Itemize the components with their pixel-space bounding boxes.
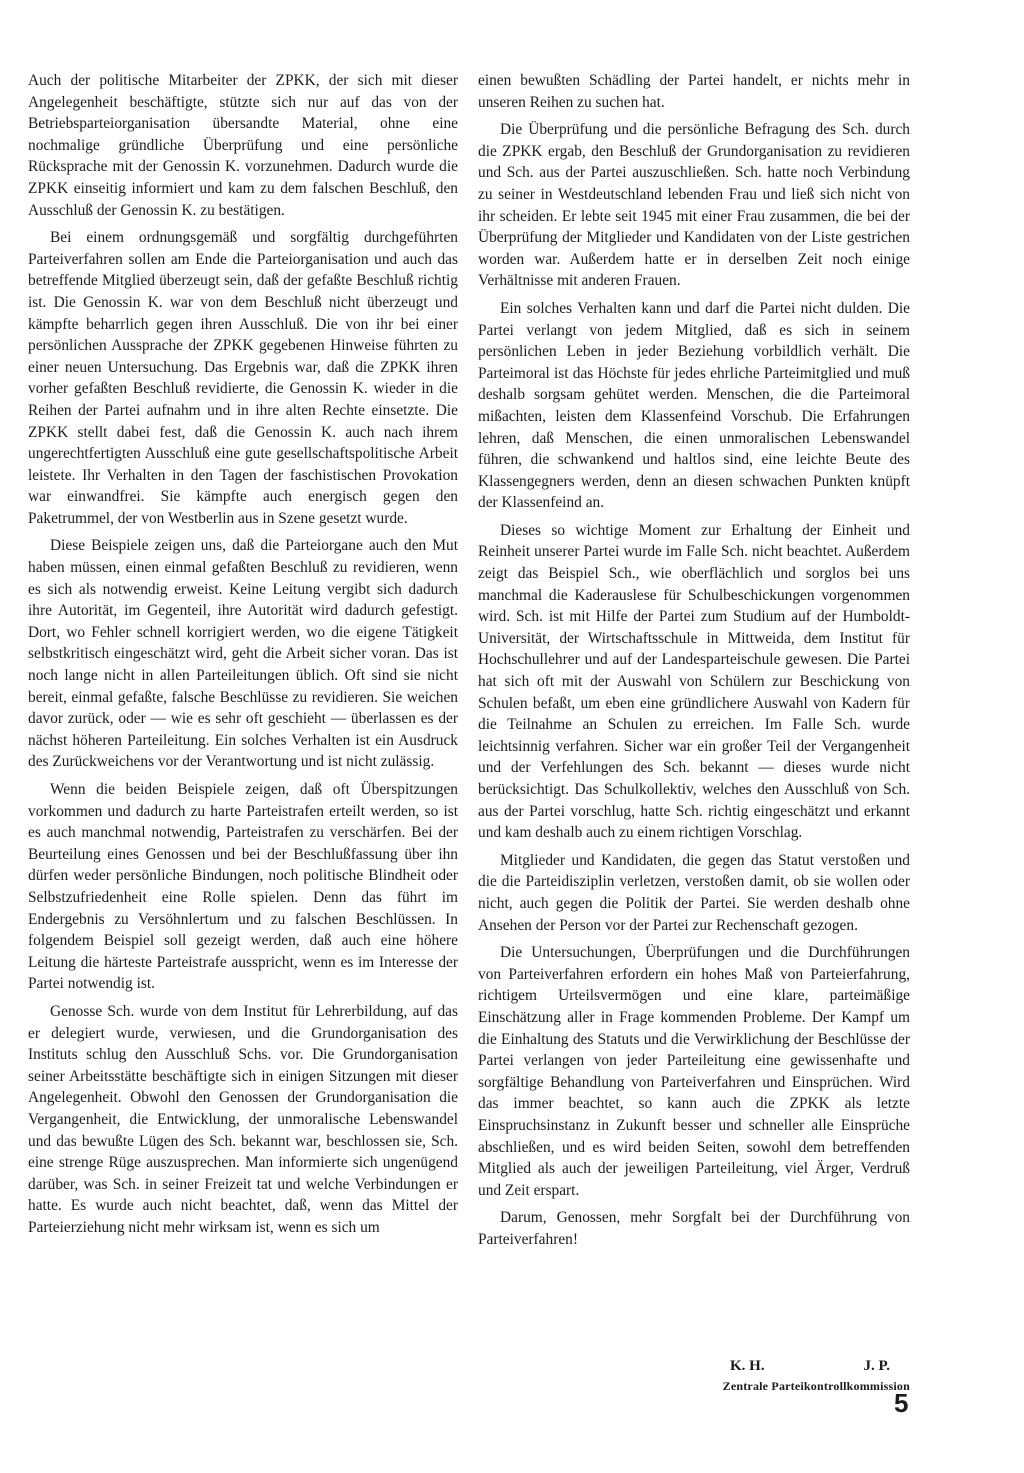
paragraph: Genosse Sch. wurde von dem Institut für Lehrerbildung, auf das er delegiert wurde, verwiesen, und die Grundorganisation des Instituts schlug den Ausschluß Schs. vor. Die Grundorganisation seiner Arbeitsstätte beschäftigte sich in einigen Sitzungen mit dieser Angelegenheit. Obwohl den Genossen der Grundorganisation die Vergangenheit, die Entwicklung, der unmoralische Lebenswandel und das bewußte Lügen des Sch. bekannt war, beschlossen sie, Sch. eine strenge Rüge auszusprechen. Man informierte sich ungenügend darüber, was Sch. in seiner Freizeit tat und welche Verbindungen er hatte. Es wurde auch nicht beachtet, daß, wenn das Mittel der Parteierziehung nicht mehr wirksam ist, wenn es sich um bbox=[28, 1002, 458, 1236]
left-text-column bbox=[28, 70, 458, 1244]
paragraph: einen bewußten Schädling der Partei handelt, er nichts mehr in unseren Reihen zu suchen hat. bbox=[478, 72, 910, 111]
paragraph: Darum, Genossen, mehr Sorgfalt bei der Durchführung von Parteiverfahren! bbox=[478, 1209, 910, 1248]
paragraph: Ein solches Verhalten kann und darf die Partei nicht dulden. Die Partei verlangt von jedem Mitglied, daß es sich in seinem persönlichen Leben in jeder Beziehung vorbildlich verhält. Die Parteimoral ist das Höchste für jedes ehrliche Parteimitglied und muß deshalb sorgsam gehütet werden. Menschen, die die Parteimoral mißachten, leisten dem Klassenfeind Vorschub. Die Erfahrungen lehren, daß Menschen, die einen unmoralischen Lebenswandel führen, die schwankend und haltlos sind, eine leichte Beute des Klassengegners werden, denn an diesen schwachen Punkten knüpft der Klassenfeind an. bbox=[478, 299, 910, 512]
paragraph: Auch der politische Mitarbeiter der ZPKK, der sich mit dieser Angelegenheit beschäftigte, stützte sich nur auf das von der Betriebsparteiorganisation übersandte Material, ohne eine nochmalige gründliche Überprüfung und eine persönliche Rücksprache mit der Genossin K. vorzunehmen. Dadurch wurde die ZPKK einseitig informiert und kam zu dem falschen Beschluß, den Ausschluß der Genossin K. zu bestätigen. bbox=[28, 72, 458, 219]
author-initials-2: J. P. bbox=[863, 1358, 890, 1374]
signature-initials bbox=[690, 1358, 910, 1375]
right-text-column bbox=[478, 70, 910, 1256]
signature-organization: Zentrale Parteikontrollkommission bbox=[722, 1379, 910, 1393]
page-number: 5 bbox=[894, 1388, 909, 1418]
paragraph: Die Überprüfung und die persönliche Befragung des Sch. durch die ZPKK ergab, den Beschluß der Grundorganisation zu revidieren und Sch. aus der Partei auszuschließen. Sch. hatte noch Verbindung zu seiner in Westdeutschland lebenden Frau und ließ sich nicht von ihr scheiden. Er lebte seit 1945 mit einer Frau zusammen, die bei der Überprüfung der Mitglieder und Kandidaten von der Liste gestrichen worden war. Außerdem hatte er in derselben Zeit noch einige Verhältnisse mit anderen Frauen. bbox=[478, 121, 910, 290]
paragraph: Bei einem ordnungsgemäß und sorgfältig durchgeführten Parteiverfahren sollen am Ende die Parteiorganisation und auch das betreffende Mitglied überzeugt sein, daß der gefaßte Beschluß richtig ist. Die Genossin K. war von dem Beschluß nicht überzeugt und kämpfte beharrlich gegen ihren Ausschluß. Die von ihr bei einer persönlichen Aussprache der ZPKK gegebenen Hinweise führten zu einer neuen Untersuchung. Das Ergebnis war, daß die ZPKK ihren vorher gefaßten Beschluß revidierte, die Genossin K. wieder in die Reihen der Partei aufnahm und in ihre alten Rechte einsetzte. Die ZPKK stellt dabei fest, daß die Genossin K. auch nach ihrem ungerechtfertigten Ausschluß eine gute gesellschaftspolitische Arbeit leistete. Ihr Verhalten in den Tagen der faschistischen Provokation war einwandfrei. Sie kämpfte auch energisch gegen den Paketrummel, der von Westberlin aus in Szene gesetzt wurde. bbox=[28, 229, 458, 527]
paragraph: Diese Beispiele zeigen uns, daß die Parteiorgane auch den Mut haben müssen, einen einmal gefaßten Beschluß zu revidieren, wenn es sich als notwendig erweist. Keine Leitung vergibt sich dadurch ihre Autorität, im Gegenteil, ihre Autorität wird dadurch gefestigt. Dort, wo Fehler schnell korrigiert werden, wo die eigene Tätigkeit selbstkritisch eingeschätzt wird, geht die Arbeit sicher voran. Das ist noch lange nicht in allen Parteileitungen üblich. Oft sind sie nicht bereit, einmal gefaßte, falsche Beschlüsse zu revidieren. Sie weichen davor zurück, oder — wie es sehr oft geschieht — überlassen es der nächst höheren Parteileitung. Ein solches Verhalten ist ein Ausdruck des Zurückweichens vor der Verantwortung und ist nicht zulässig. bbox=[28, 537, 458, 771]
paragraph: Wenn die beiden Beispiele zeigen, daß oft Überspitzungen vorkommen und dadurch zu harte Parteistrafen erteilt werden, so ist es auch manchmal notwendig, Parteistrafen zu verschärfen. Bei der Beurteilung eines Genossen und bei der Beschlußfassung über ihn dürfen weder persönliche Bindungen, noch politische Blindheit oder Selbstzufriedenheit eine Rolle spielen. Denn das führt im Endergebnis zu Versöhnlertum und zu falschen Beschlüssen. In folgendem Beispiel soll gezeigt werden, daß auch eine höhere Leitung die härteste Parteistrafe ausspricht, wenn es im Interesse der Partei notwendig ist. bbox=[28, 781, 458, 993]
paragraph: Die Untersuchungen, Überprüfungen und die Durchführungen von Parteiverfahren erfordern ein hohes Maß von Parteierfahrung, richtigem Urteilsvermögen und eine klare, parteimäßige Einschätzung aller in Frage kommenden Probleme. Der Kampf um die Einhaltung des Statuts und die Verwirklichung der Beschlüsse der Partei verlangen von jeder Parteileitung eine gewissenhafte und sorgfältige Behandlung von Parteiverfahren und Einsprüchen. Wird das immer beachtet, so kann auch die ZPKK als letzte Einspruchsinstanz in Zukunft besser und schneller alle Einsprüche abschließen, und es wird beiden Seiten, sowohl dem betreffenden Mitglied als auch der jeweiligen Parteileitung, viel Ärger, Verdruß und Zeit erspart. bbox=[478, 944, 910, 1199]
paragraph: Mitglieder und Kandidaten, die gegen das Statut verstoßen und die die Parteidisziplin verletzen, verstoßen damit, ob sie wollen oder nicht, auch gegen die Politik der Partei. Sie werden deshalb ohne Ansehen der Person vor der Partei zur Rechenschaft gezogen. bbox=[478, 851, 910, 934]
author-initials-1: K. H. bbox=[730, 1358, 765, 1374]
signature-block bbox=[690, 1358, 910, 1394]
paragraph: Dieses so wichtige Moment zur Erhaltung der Einheit und Reinheit unserer Partei wurde im Falle Sch. nicht beachtet. Außerdem zeigt das Beispiel Sch., wie oberflächlich und sorglos bei uns manchmal die Kaderauslese für Schulbeschickungen vorgenommen wird. Sch. ist mit Hilfe der Partei zum Studium auf der Humboldt-Universität, der Wirtschaftsschule in Mittweida, dem Institut für Hochschullehrer und auf der Landesparteischule gewesen. Die Partei hat sich oft mit der Auswahl von Schülern zur Beschickung von Schulen befaßt, um eben eine gründlichere Auswahl von Kadern für die Teilnahme an Schulen zu erreichen. Im Falle Sch. wurde leichtsinnig verfahren. Sicher war ein großer Teil der Vergangenheit und der Verfehlungen des Sch. bekannt — dieses wurde nicht berücksichtigt. Das Schulkollektiv, welches den Ausschluß von Sch. aus der Partei vorschlug, hatte Sch. richtig eingeschätzt und erkannt und kam deshalb auch zu einem richtigen Vorschlag. bbox=[478, 521, 910, 842]
